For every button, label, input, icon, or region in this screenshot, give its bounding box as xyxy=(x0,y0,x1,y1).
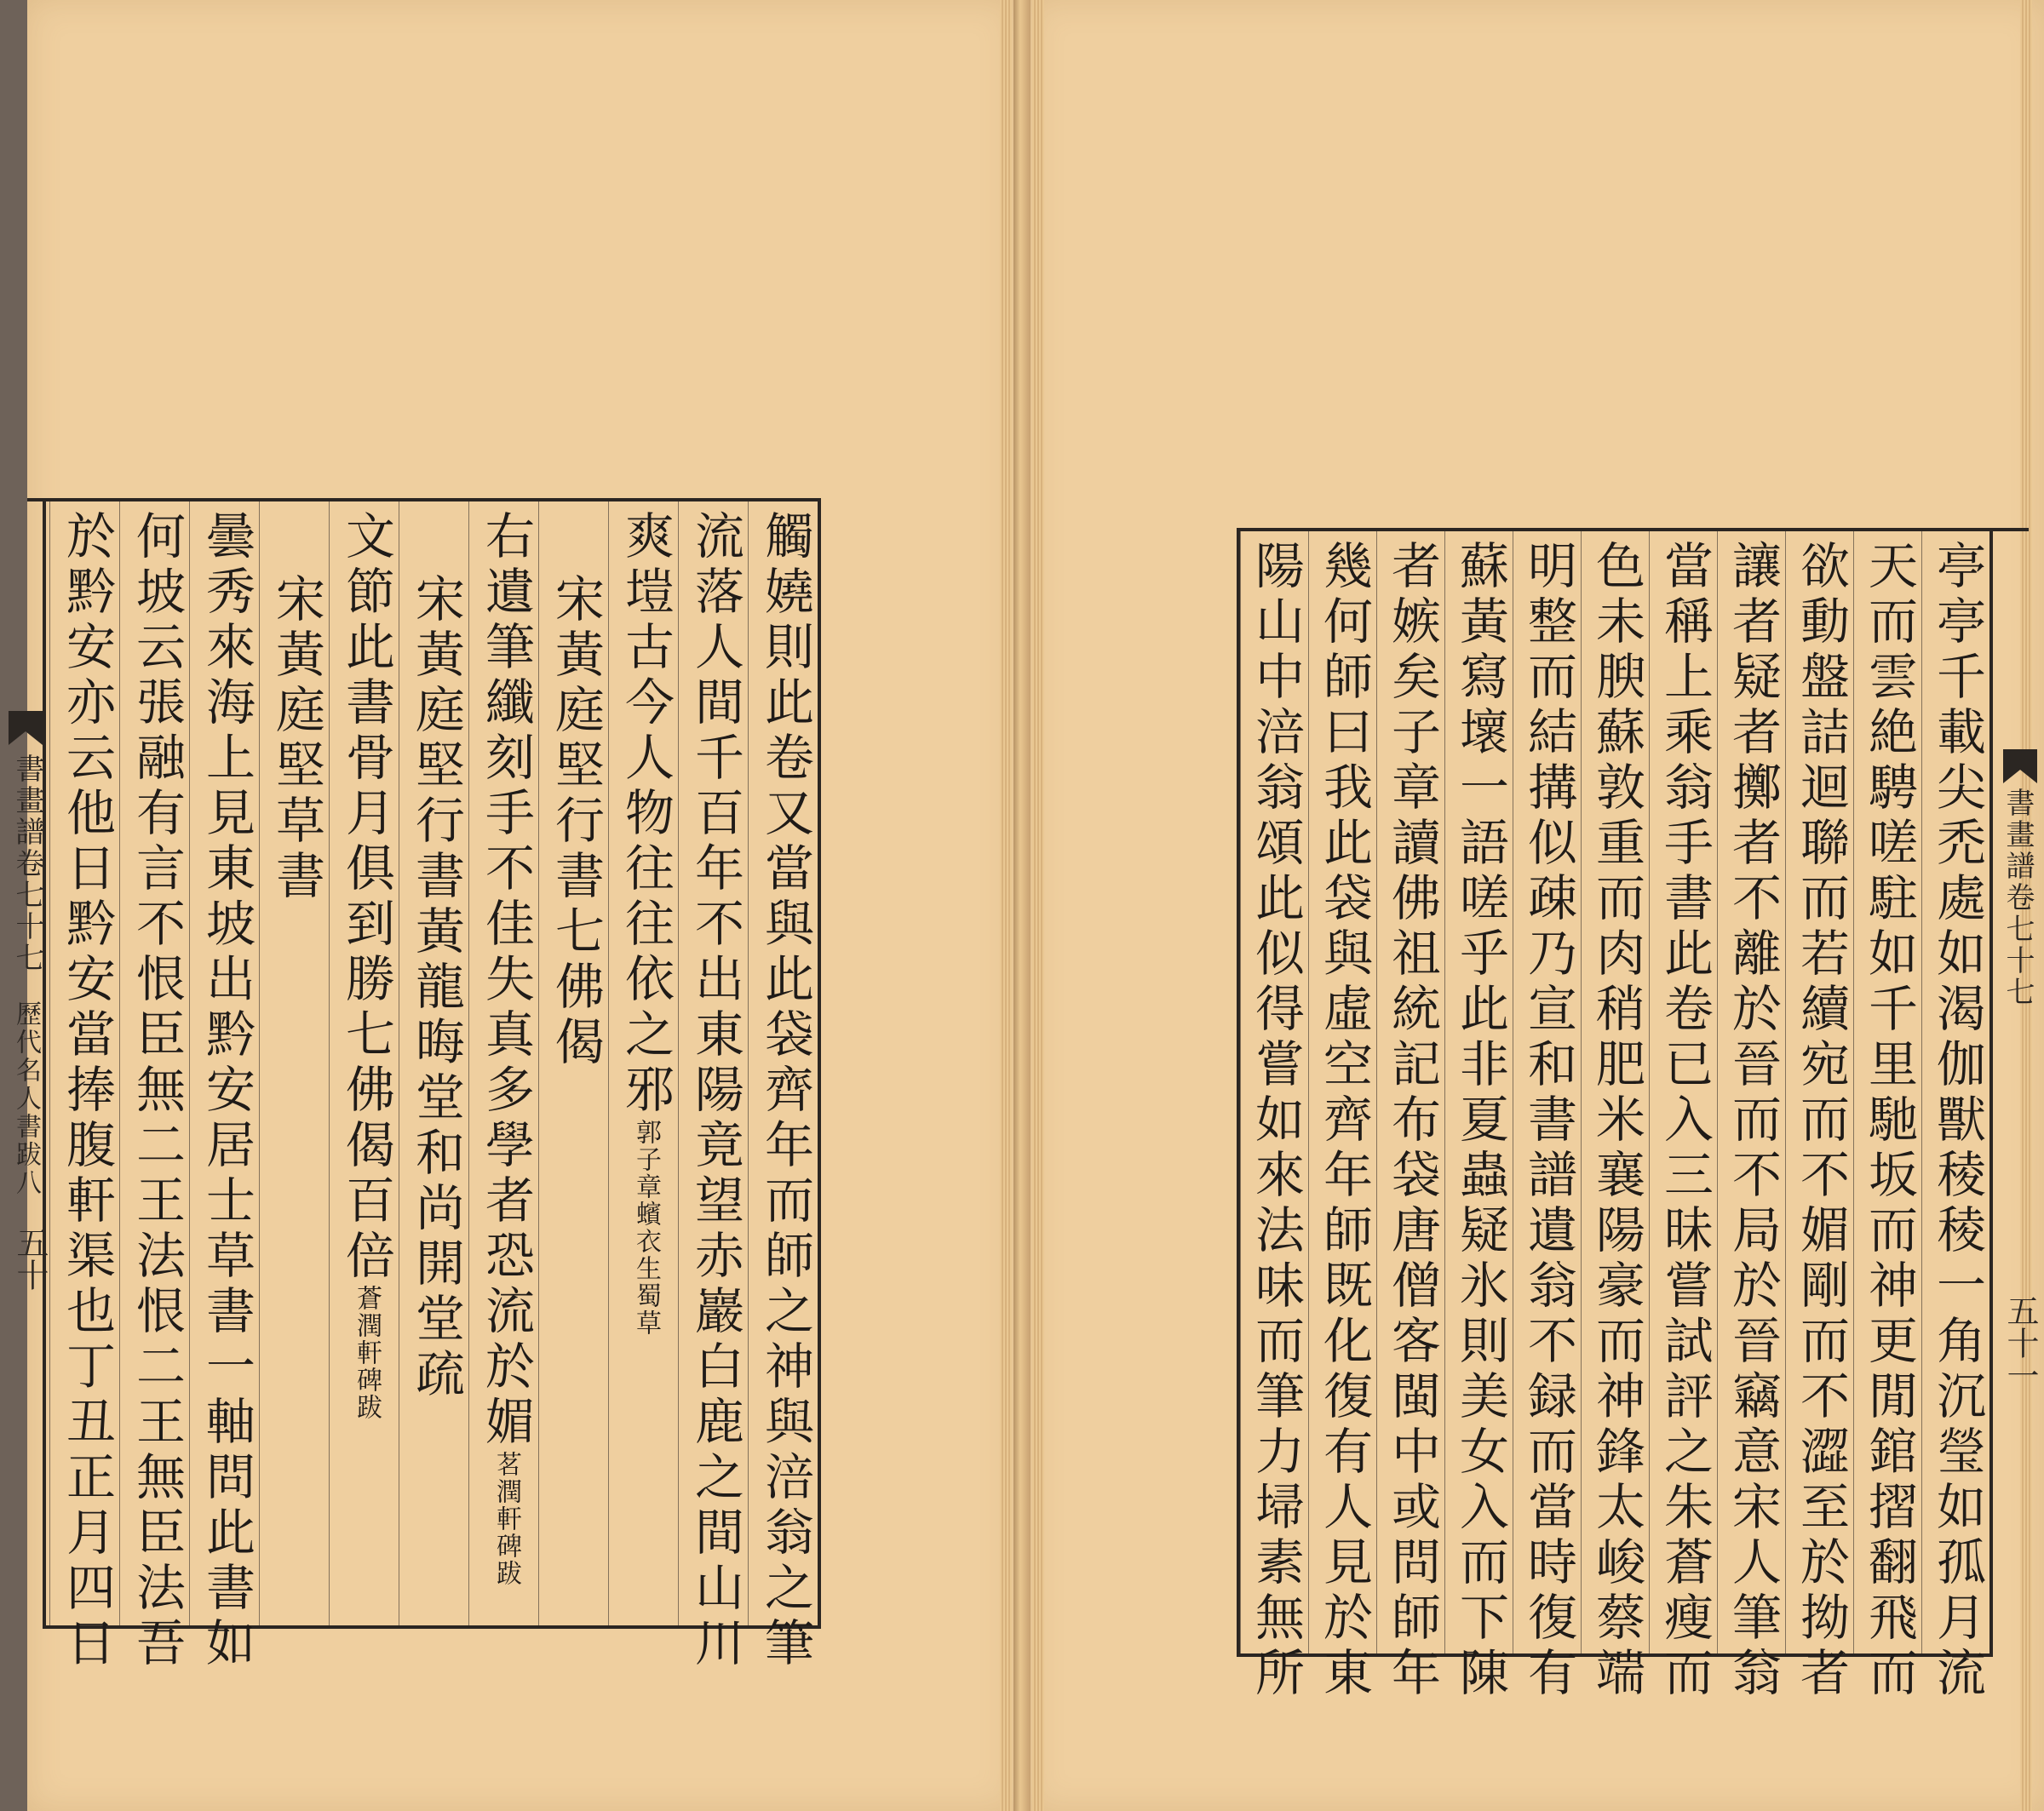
text-column: 何坡云張融有言不恨臣無二王法恨二王無臣法吾 xyxy=(119,501,189,1625)
text-column: 於黔安亦云他日黔安當捧腹軒渠也丁丑正月四日 xyxy=(49,501,119,1625)
text-column: 明整而結搆似疎乃宣和書譜遺翁不録而當時復有 xyxy=(1513,531,1581,1653)
margin-rule-top xyxy=(1989,528,2029,531)
right-page-edge xyxy=(1032,0,1044,1811)
book-gutter xyxy=(1013,0,1031,1811)
right-text-frame xyxy=(1237,528,1993,1702)
column-note: 蒼潤軒碑跋 xyxy=(352,1285,382,1421)
text-column xyxy=(329,501,399,1625)
text-column: 幾何師曰我此袋與虛空齊年師既化復有人見於東 xyxy=(1308,531,1376,1653)
text-column: 觸嬈則此卷又當與此袋齊年而師之神與涪翁之筆 xyxy=(748,501,818,1625)
column-text: 文節此書骨月俱到勝七佛偈百倍 xyxy=(337,510,395,1285)
right-margin-title: 書畫譜卷七十七 xyxy=(2001,788,2035,1008)
entry-heading: 宋黃庭堅草書 xyxy=(259,501,329,1625)
left-margin-subtitle: 歷代名人書跋八 xyxy=(11,1000,41,1197)
text-column: 欲動盤詰迴聯而若續宛而不媚剛而不澀至於拗者 xyxy=(1785,531,1853,1653)
fish-tail-ornament xyxy=(9,711,43,745)
column-note: 郭子章蠙衣生蜀草 xyxy=(631,1119,661,1337)
left-folio: 五十 xyxy=(11,1226,49,1291)
right-folio: 五十一 xyxy=(2001,1294,2039,1391)
column-text: 右遺筆纖刻手不佳失真多學者恐流於媚 xyxy=(477,510,535,1451)
text-column: 陽山中涪翁頌此似得嘗如來法味而筆力埽素無所 xyxy=(1240,531,1308,1653)
left-page-edge xyxy=(1000,0,1012,1811)
text-column: 亭亭千載尖禿處如渴伽獸稜稜一角沉瑩如孤月流 xyxy=(1921,531,1989,1653)
column-text: 爽塏古今人物往往依之邪 xyxy=(617,510,675,1119)
text-column: 流落人間千百年不出東陽竟望赤巖白鹿之間山川 xyxy=(678,501,748,1625)
column-note: 茗潤軒碑跋 xyxy=(491,1451,521,1587)
text-column: 者嫉矣子章讀佛祖統記布袋唐僧客閩中或問師年 xyxy=(1376,531,1444,1653)
text-column xyxy=(468,501,538,1625)
left-margin-title: 書畫譜卷七十七 xyxy=(10,754,44,974)
text-column: 當稱上乘翁手書此卷已入三昧嘗試評之朱蒼瘦而 xyxy=(1649,531,1717,1653)
left-text-frame xyxy=(43,498,821,1672)
text-column: 色未腴蘇敦重而肉稍肥米襄陽豪而神鋒太峻蔡端 xyxy=(1581,531,1649,1653)
entry-heading: 宋黃庭堅行書七佛偈 xyxy=(538,501,608,1625)
entry-heading: 宋黃庭堅行書黃龍晦堂和尚開堂疏 xyxy=(399,501,468,1625)
text-column xyxy=(608,501,678,1625)
text-column: 蘇黃寫壞一語嗟乎此非夏蟲疑氷則美女入而下陳 xyxy=(1444,531,1513,1653)
text-column: 曇秀來海上見東坡出黔安居士草書一軸問此書如 xyxy=(189,501,259,1625)
text-column: 讓者疑者擲者不離於晉而不局於晉竊意宋人筆翁 xyxy=(1717,531,1785,1653)
text-column: 天而雲絶騁嗟駐如千里馳坂而神更閒錧摺翻飛而 xyxy=(1853,531,1921,1653)
